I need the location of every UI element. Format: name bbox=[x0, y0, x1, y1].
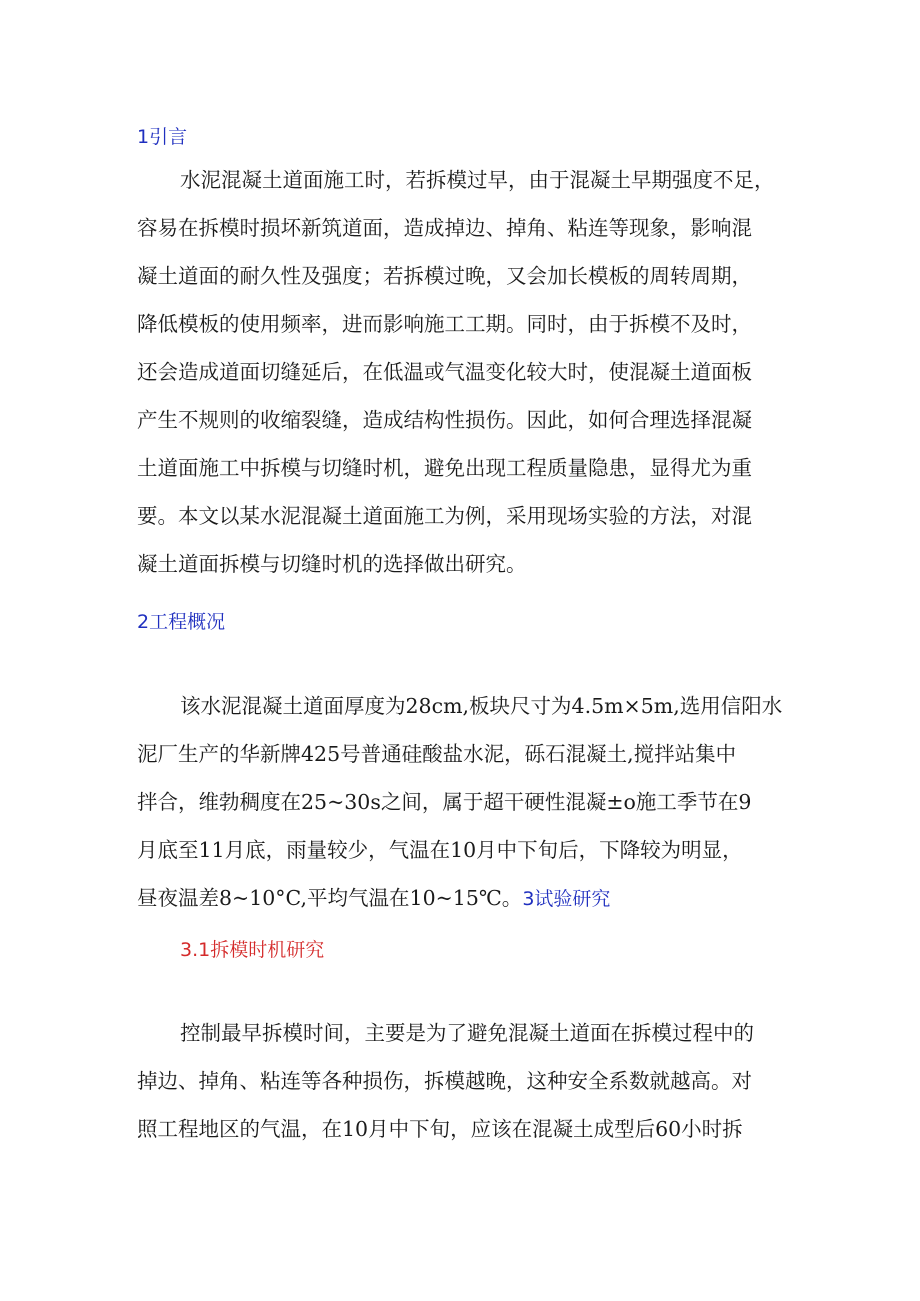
paragraph-line: 要。本文以某水泥混凝土道面施工为例，采用现场实验的方法，对混 bbox=[137, 504, 752, 528]
paragraph-line: 降低模板的使用频率，进而影响施工工期。同时，由于拆模不及时， bbox=[137, 312, 752, 336]
paragraph-line: 凝土道面拆模与切缝时机的选择做出研究。 bbox=[137, 552, 527, 576]
paragraph-line-with-heading bbox=[137, 874, 787, 923]
section-heading-experiment: 3试验研究 bbox=[522, 888, 611, 910]
paragraph-line: 月底至11月底，雨量较少，气温在10月中下旬后，下降较为明显， bbox=[137, 838, 743, 862]
paragraph-line: 照工程地区的气温，在10月中下旬，应该在混凝土成型后60小时拆 bbox=[137, 1117, 743, 1141]
paragraph-line: 水泥混凝土道面施工时，若拆模过早，由于混凝土早期强度不足， bbox=[180, 168, 775, 192]
paragraph-line: 产生不规则的收缩裂缝，造成结构性损伤。因此，如何合理选择混凝 bbox=[137, 408, 752, 432]
paragraph-line: 土道面施工中拆模与切缝时机，避免出现工程质量隐患，显得尤为重 bbox=[137, 456, 752, 480]
section-heading-timing: 3.1拆模时机研究 bbox=[180, 939, 325, 961]
paragraph-line: 泥厂生产的华新牌425号普通硅酸盐水泥，砾石混凝土,搅拌站集中 bbox=[137, 742, 737, 766]
section-heading-overview: 2工程概况 bbox=[137, 611, 226, 633]
paragraph-line: 凝土道面的耐久性及强度；若拆模过晚，又会加长模板的周转周期， bbox=[137, 264, 752, 288]
paragraph-overview bbox=[137, 682, 787, 923]
paragraph-line: 还会造成道面切缝延后，在低温或气温变化较大时，使混凝土道面板 bbox=[137, 360, 752, 384]
paragraph-timing bbox=[137, 1009, 787, 1153]
paragraph-text: 昼夜温差8~10°C,平均气温在10~15℃。 bbox=[137, 886, 523, 910]
paragraph-line: 拌合，维勃稠度在25~30s之间，属于超干硬性混凝±o施工季节在9 bbox=[137, 790, 752, 814]
section-heading-intro: 1引言 bbox=[137, 126, 188, 148]
paragraph-line: 掉边、掉角、粘连等各种损伤，拆模越晚，这种安全系数就越高。对 bbox=[137, 1069, 752, 1093]
paragraph-line: 该水泥混凝土道面厚度为28cm,板块尺寸为4.5m×5m,选用信阳水 bbox=[180, 694, 783, 718]
paragraph-intro bbox=[137, 156, 787, 588]
paragraph-line: 控制最早拆模时间，主要是为了避免混凝土道面在拆模过程中的 bbox=[180, 1021, 754, 1045]
paragraph-line: 容易在拆模时损坏新筑道面，造成掉边、掉角、粘连等现象，影响混 bbox=[137, 216, 752, 240]
